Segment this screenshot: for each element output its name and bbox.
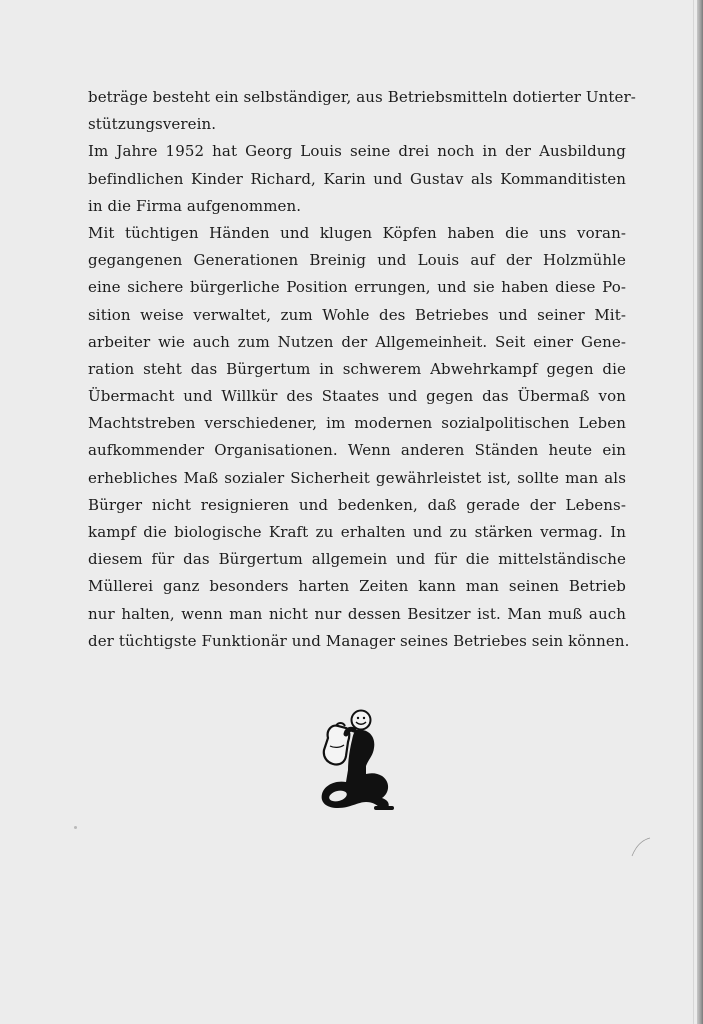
text-line: kampf die biologische Kraft zu erhalten und zu stärken vermag. In [88, 523, 626, 541]
text-line: sition weise verwaltet, zum Wohle des Betriebes und seiner Mit- [88, 305, 626, 324]
text-line: ration steht das Bürgertum in schwerem Abwehrkampf gegen die [88, 359, 626, 378]
text-line: beträge besteht ein selbständiger, aus Betriebsmitteln dotierter Unter- [88, 88, 636, 106]
text-line: gegangenen Generationen Breinig und Louis auf der Holzmühle [88, 251, 626, 270]
text-line: der tüchtigste Funktionär und Manager seines Betriebes sein können. [88, 631, 630, 650]
text-line: Müllerei ganz besonders harten Zeiten kann man seinen Betrieb [88, 577, 626, 596]
text-line: Bürger nicht resignieren und bedenken, daß gerade der Lebens- [88, 495, 626, 514]
l-mascot-flour-sack-icon [316, 708, 394, 814]
body-text [88, 84, 636, 655]
page-edge-shadow [697, 0, 703, 1024]
page-gutter-line [693, 0, 694, 1024]
text-line: in die Firma aufgenommen. [88, 196, 302, 215]
text-line: Im Jahre 1952 hat Georg Louis seine drei noch in der Ausbildung [88, 142, 626, 161]
text-line: nur halten, wenn man nicht nur dessen Besitzer ist. Man muß auch [88, 604, 626, 623]
paper-speck [74, 826, 77, 829]
text-line: Übermacht und Willkür des Staates und gegen das Übermaß von [88, 387, 626, 406]
text-line: befindlichen Kinder Richard, Karin und Gustav als Kommanditisten [88, 169, 626, 188]
text-line: Mit tüchtigen Händen und klugen Köpfen haben die uns voran- [88, 223, 626, 242]
text-line: Machtstreben verschiedener, im modernen sozialpolitischen Leben [88, 414, 626, 433]
text-line: aufkommender Organisationen. Wenn anderen Ständen heute ein [88, 441, 626, 460]
text-line: diesem für das Bürgertum allgemein und für die mittelständische [88, 550, 626, 569]
text-line: erhebliches Maß sozialer Sicherheit gewährleistet ist, sollte man als [88, 468, 626, 487]
text-line: stützungsverein. [88, 115, 217, 134]
text-line: arbeiter wie auch zum Nutzen der Allgemeinheit. Seit einer Gene- [88, 332, 626, 351]
text-line: eine sichere bürgerliche Position errungen, und sie haben diese Po- [88, 278, 626, 297]
paper-crease-mark [630, 836, 652, 858]
